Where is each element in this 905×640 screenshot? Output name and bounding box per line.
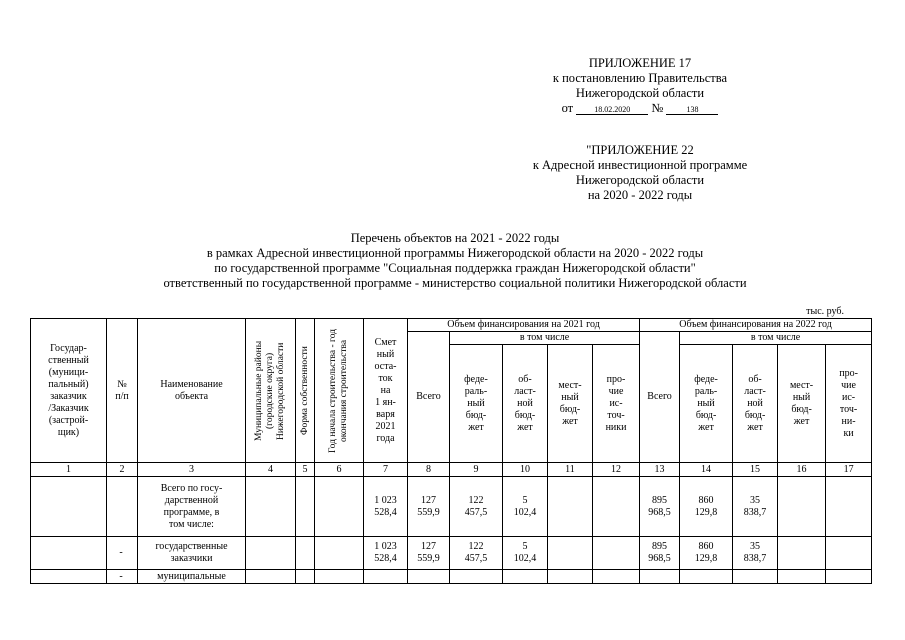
district-cell: [246, 477, 296, 537]
header-construction-years: [315, 319, 364, 463]
federal-2021-value: 122 457,5: [450, 537, 503, 570]
total-2022-value: 895 968,5: [640, 537, 680, 570]
row-number: [107, 477, 138, 537]
balance-value: [364, 570, 408, 584]
program-appendix-header: [500, 143, 780, 203]
document-title: [60, 231, 850, 291]
ownership-cell: [296, 477, 315, 537]
years-cell: [315, 537, 364, 570]
appendix-line-1: к постановлению Правительства: [552, 71, 728, 85]
ownership-cell: [296, 537, 315, 570]
balance-value: 1 023 528,4: [364, 537, 408, 570]
federal-2022-value: [680, 570, 733, 584]
header-funding-2021: Объем финансирования на 2021 год: [408, 319, 640, 332]
column-number: 9: [450, 463, 503, 477]
header-construction-years-text: Год начала строительства - год окончания строительства: [328, 328, 349, 453]
title-line-2: в рамках Адресной инвестиционной программы Нижегородской области на 2020 - 2022 годы: [206, 246, 704, 260]
title-line-4: ответственный по государственной программе - министерство социальной политики Нижегородской области: [163, 276, 747, 290]
regional-2022-value: 35 838,7: [733, 537, 778, 570]
header-district-text: Муниципальные районы (городские округа) Нижегородской области: [254, 340, 286, 441]
appendix-header: [520, 56, 760, 116]
program-appendix-line-1: к Адресной инвестиционной программе: [532, 158, 748, 172]
local-2021-value: [548, 537, 593, 570]
header-local-2022: мест- ный бюд- жет: [778, 345, 826, 463]
district-cell: [246, 537, 296, 570]
table-row: [31, 570, 872, 584]
object-name: государственные заказчики: [138, 537, 246, 570]
header-ownership: [296, 319, 315, 463]
regional-2022-value: [733, 570, 778, 584]
header-regional-2022: об- ласт- ной бюд- жет: [733, 345, 778, 463]
header-federal-2022: феде- раль- ный бюд- жет: [680, 345, 733, 463]
table-row: [31, 537, 872, 570]
regional-2021-value: [503, 570, 548, 584]
row-number: -: [107, 570, 138, 584]
other-2022-value: [826, 477, 872, 537]
appendix-line-2: Нижегородской области: [575, 86, 705, 100]
total-2021-value: 127 559,9: [408, 477, 450, 537]
header-balance: Смет ный оста- ток на 1 ян- варя 2021 года: [364, 319, 408, 463]
program-appendix-line-2: Нижегородской области: [575, 173, 705, 187]
total-2022-value: [640, 570, 680, 584]
federal-2022-value: 860 129,8: [680, 537, 733, 570]
local-2022-value: [778, 477, 826, 537]
objects-table: [30, 318, 872, 584]
column-number: 7: [364, 463, 408, 477]
customer-cell: [31, 477, 107, 537]
column-number-row: [31, 463, 872, 477]
ownership-cell: [296, 570, 315, 584]
decree-number: 138: [666, 105, 718, 115]
header-other-2022: про- чие ис- точ- ни- ки: [826, 345, 872, 463]
regional-2021-value: 5 102,4: [503, 477, 548, 537]
local-2021-value: [548, 477, 593, 537]
column-number: 16: [778, 463, 826, 477]
header-including-2022: в том числе: [680, 332, 872, 345]
column-number: 3: [138, 463, 246, 477]
units-label: тыс. руб.: [806, 306, 844, 317]
column-number: 1: [31, 463, 107, 477]
header-including-2021: в том числе: [450, 332, 640, 345]
from-label: от: [561, 101, 574, 115]
column-number: 2: [107, 463, 138, 477]
column-number: 15: [733, 463, 778, 477]
district-cell: [246, 570, 296, 584]
object-name: Всего по госу- дарственной программе, в том числе:: [138, 477, 246, 537]
program-appendix-title: "ПРИЛОЖЕНИЕ 22: [586, 143, 694, 157]
column-number: 4: [246, 463, 296, 477]
other-2022-value: [826, 570, 872, 584]
regional-2022-value: 35 838,7: [733, 477, 778, 537]
column-number: 8: [408, 463, 450, 477]
header-object-name: Наименование объекта: [138, 319, 246, 463]
total-2021-value: [408, 570, 450, 584]
header-district: [246, 319, 296, 463]
years-cell: [315, 477, 364, 537]
header-total-2021: Всего: [408, 332, 450, 463]
appendix-date-line: [520, 101, 760, 116]
column-number: 13: [640, 463, 680, 477]
object-name: муниципальные: [138, 570, 246, 584]
column-number: 10: [503, 463, 548, 477]
federal-2021-value: [450, 570, 503, 584]
header-ownership-text: Форма собственности: [299, 346, 310, 435]
header-row-1: [31, 319, 872, 332]
title-line-1: Перечень объектов на 2021 - 2022 годы: [350, 231, 560, 245]
title-line-3: по государственной программе "Социальная поддержка граждан Нижегородской области": [214, 261, 696, 275]
years-cell: [315, 570, 364, 584]
customer-cell: [31, 570, 107, 584]
header-funding-2022: Объем финансирования на 2022 год: [640, 319, 872, 332]
column-number: 17: [826, 463, 872, 477]
other-2022-value: [826, 537, 872, 570]
column-number: 12: [593, 463, 640, 477]
column-number: 5: [296, 463, 315, 477]
federal-2022-value: 860 129,8: [680, 477, 733, 537]
table-row: [31, 477, 872, 537]
column-number: 6: [315, 463, 364, 477]
appendix-title: ПРИЛОЖЕНИЕ 17: [588, 56, 692, 70]
decree-date: 18.02.2020: [576, 105, 648, 115]
header-total-2022: Всего: [640, 332, 680, 463]
header-customer: Государ- ственный (муници- пальный) заказчик /Заказчик (застрой- щик): [31, 319, 107, 463]
program-appendix-line-3: на 2020 - 2022 годы: [587, 188, 693, 202]
header-federal-2021: феде- раль- ный бюд- жет: [450, 345, 503, 463]
header-regional-2021: об- ласт- ной бюд- жет: [503, 345, 548, 463]
column-number: 14: [680, 463, 733, 477]
customer-cell: [31, 537, 107, 570]
federal-2021-value: 122 457,5: [450, 477, 503, 537]
regional-2021-value: 5 102,4: [503, 537, 548, 570]
number-label: №: [651, 101, 664, 115]
row-number: -: [107, 537, 138, 570]
header-other-2021: про- чие ис- точ- ники: [593, 345, 640, 463]
other-2021-value: [593, 570, 640, 584]
header-number: № п/п: [107, 319, 138, 463]
balance-value: 1 023 528,4: [364, 477, 408, 537]
header-local-2021: мест- ный бюд- жет: [548, 345, 593, 463]
column-number: 11: [548, 463, 593, 477]
other-2021-value: [593, 477, 640, 537]
total-2022-value: 895 968,5: [640, 477, 680, 537]
local-2022-value: [778, 570, 826, 584]
other-2021-value: [593, 537, 640, 570]
total-2021-value: 127 559,9: [408, 537, 450, 570]
local-2021-value: [548, 570, 593, 584]
local-2022-value: [778, 537, 826, 570]
